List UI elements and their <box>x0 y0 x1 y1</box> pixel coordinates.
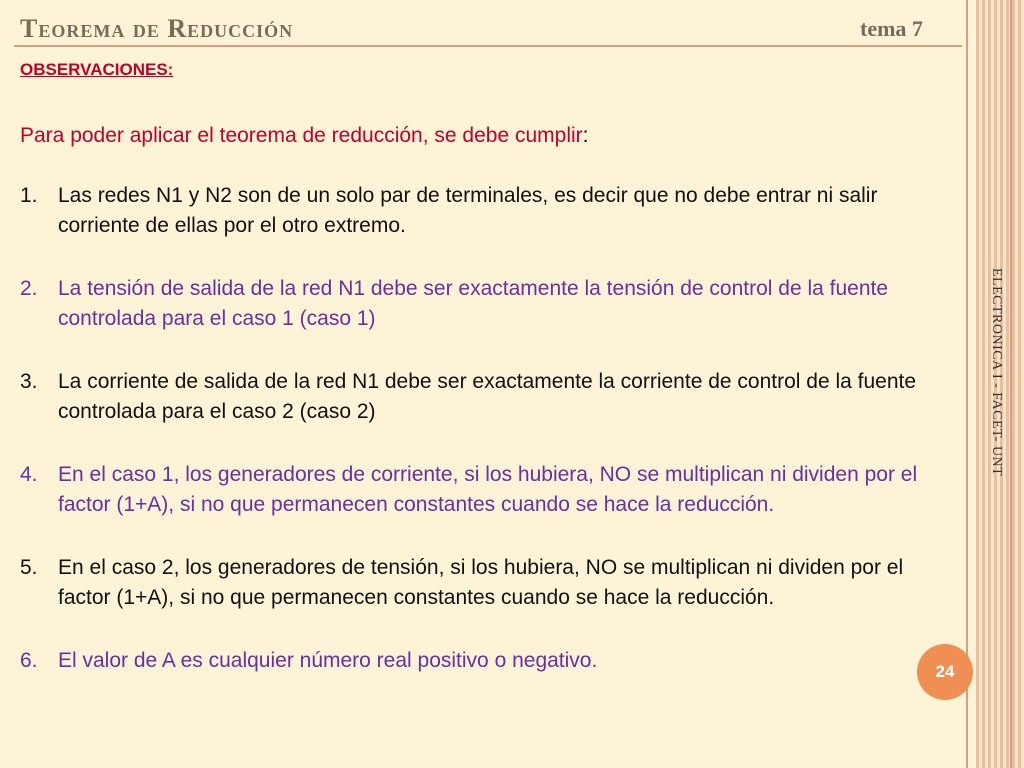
list-item-number: 6. <box>20 649 38 672</box>
intro-sentence: Para poder aplicar el teorema de reducción, se debe cumplir <box>20 124 583 147</box>
observations-list <box>20 181 950 709</box>
decorative-vertical-line <box>966 0 968 768</box>
decorative-vertical-line-right <box>1010 0 1012 768</box>
title-divider <box>14 45 962 47</box>
observaciones-heading: OBSERVACIONES: <box>20 60 174 79</box>
list-item-number: 1. <box>20 184 38 207</box>
list-item-text: La corriente de salida de la red N1 debe ser exactamente la corriente de control de la fuente controlada para el caso 2 (caso 2) <box>58 370 917 423</box>
list-item-number: 3. <box>20 370 38 393</box>
side-label: ELECTRONICA I - FACET- UNT <box>989 268 1004 477</box>
tema-label: tema 7 <box>860 16 923 41</box>
list-item-text: En el caso 2, los generadores de tensión, si los hubiera, NO se multiplican ni dividen por el factor (1+A), si no que permanecen constantes cuando se hace la reducción. <box>58 556 904 609</box>
list-item-5 <box>20 553 950 613</box>
list-item-number: 5. <box>20 556 38 579</box>
list-item-text: Las redes N1 y N2 son de un solo par de terminales, es decir que no debe entrar ni salir corriente de ellas por el otro extremo. <box>58 184 878 237</box>
list-item-number: 2. <box>20 277 38 300</box>
list-item-1 <box>20 181 950 241</box>
intro-text <box>20 121 589 151</box>
list-item-6 <box>20 646 950 676</box>
list-item-text: En el caso 1, los generadores de corriente, si los hubiera, NO se multiplican ni dividen por el factor (1+A), si no que permanecen constantes cuando se hace la reducción. <box>58 463 918 516</box>
list-item-number: 4. <box>20 463 38 486</box>
list-item-3 <box>20 367 950 427</box>
list-item-text: La tensión de salida de la red N1 debe ser exactamente la tensión de control de la fuente controlada para el caso 1 (caso 1) <box>58 277 889 330</box>
list-item-2 <box>20 274 950 334</box>
list-item-4 <box>20 460 950 520</box>
page-number-badge: 24 <box>917 644 973 700</box>
slide-title: Teorema de Reducción <box>20 14 294 43</box>
intro-colon: : <box>582 124 589 147</box>
list-item-text: El valor de A es cualquier número real positivo o negativo. <box>58 649 598 672</box>
